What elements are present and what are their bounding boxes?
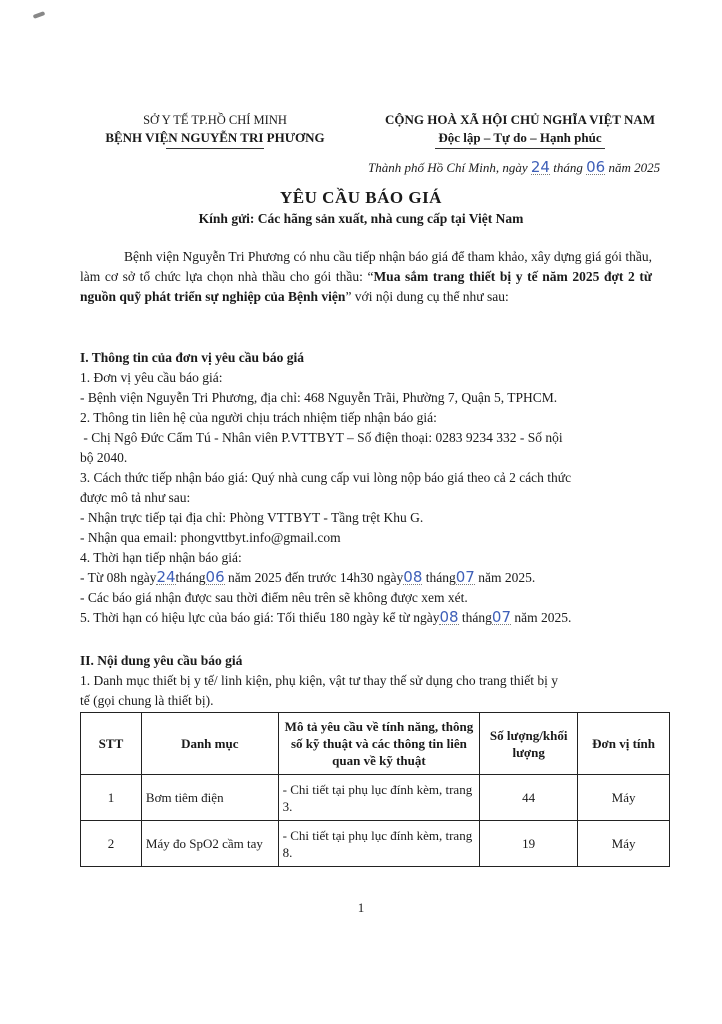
s1-line-1: 1. Đơn vị yêu cầu báo giá: — [80, 370, 223, 385]
table-row — [81, 775, 670, 821]
section-1 — [80, 348, 660, 628]
s1-l11-a: - Từ 08h ngày — [80, 570, 157, 585]
page-number: 1 — [357, 900, 365, 915]
recv-to-month-handwritten: 07 — [455, 568, 475, 586]
s1-line-13 — [80, 608, 660, 628]
intro-text-1: Bệnh viện Nguyễn Tri Phương có nhu cầu tiếp nhận báo giá để tham khảo, xây dựng giá gói thầu, làm cơ sở tổ chức lựa chọn nhà thầu cho gói thầu: “ — [80, 249, 652, 284]
col-header-unit: Đơn vị tính — [578, 713, 670, 775]
row-unit: Máy — [578, 821, 670, 867]
issuer-hospital: BỆNH VIỆN NGUYỄN TRI PHƯƠNG — [105, 130, 325, 145]
date-month-handwritten: 06 — [586, 158, 606, 176]
s1-l13-a: 5. Thời hạn có hiệu lực của báo giá: Tối thiểu 180 ngày kể từ ngày — [80, 610, 440, 625]
col-header-desc: Mô tả yêu cầu về tính năng, thông số kỹ thuật và các thông tin liên quan về kỹ thuật — [278, 713, 480, 775]
row-stt: 1 — [81, 775, 142, 821]
s1-line-7: được mô tả như sau: — [80, 490, 191, 505]
col-header-stt: STT — [81, 713, 142, 775]
row-qty: 44 — [480, 775, 578, 821]
valid-day-handwritten: 08 — [439, 608, 459, 626]
s1-line-2: - Bệnh viện Nguyễn Tri Phương, địa chỉ: 468 Nguyễn Trãi, Phường 7, Quận 5, TPHCM. — [80, 390, 558, 405]
dateline-prefix: Thành phố Hồ Chí Minh, ngày — [368, 160, 528, 175]
s1-line-9: - Nhận qua email: phongvttbyt.info@gmail.com — [80, 530, 341, 545]
document-addressee: Kính gửi: Các hãng sản xuất, nhà cung cấp tại Việt Nam — [198, 211, 524, 226]
date-day-handwritten: 24 — [530, 158, 550, 176]
issuer-header — [80, 111, 350, 149]
col-header-item: Danh mục — [141, 713, 278, 775]
intro-text-2: ” với nội dung cụ thể như sau: — [345, 289, 509, 304]
s2-line-2: tế (gọi chung là thiết bị). — [80, 693, 214, 708]
section-2-heading: II. Nội dung yêu cầu báo giá — [80, 653, 243, 668]
s1-l11-c: năm 2025 đến trước 14h30 ngày — [228, 570, 404, 585]
s1-line-5: bộ 2040. — [80, 450, 128, 465]
s1-line-12: - Các báo giá nhận được sau thời điểm nêu trên sẽ không được xem xét. — [80, 590, 468, 605]
col-header-qty: Số lượng/khối lượng — [480, 713, 578, 775]
row-stt: 2 — [81, 821, 142, 867]
intro-paragraph — [80, 247, 652, 307]
section-2 — [80, 651, 660, 711]
row-unit: Máy — [578, 775, 670, 821]
scan-mark — [33, 11, 46, 19]
dateline-month-word: tháng — [553, 160, 583, 175]
row-desc: - Chi tiết tại phụ lục đính kèm, trang 8. — [278, 821, 480, 867]
motto-underline — [435, 148, 605, 149]
table-row — [81, 821, 670, 867]
row-qty: 19 — [480, 821, 578, 867]
s1-l13-b: tháng — [461, 610, 492, 625]
national-header — [360, 111, 680, 149]
package-name: Mua sắm trang thiết bị y tế năm 2025 đợt 2 từ nguồn quỹ phát triển sự nghiệp của Bệnh viện — [80, 269, 652, 304]
s1-line-6: 3. Cách thức tiếp nhận báo giá: Quý nhà cung cấp vui lòng nộp báo giá theo cả 2 cách thức — [80, 470, 572, 485]
recv-from-day-handwritten: 24 — [156, 568, 176, 586]
country-name: CỘNG HOÀ XÃ HỘI CHỦ NGHĨA VIỆT NAM — [384, 112, 656, 127]
row-desc: - Chi tiết tại phụ lục đính kèm, trang 3. — [278, 775, 480, 821]
issuer-org: SỞ Y TẾ TP.HỒ CHÍ MINH — [143, 113, 287, 127]
s1-l13-c: năm 2025. — [514, 610, 572, 625]
row-item: Bơm tiêm điện — [141, 775, 278, 821]
table-header-row — [81, 713, 670, 775]
recv-from-month-handwritten: 06 — [205, 568, 225, 586]
s2-line-1: 1. Danh mục thiết bị y tế/ linh kiện, phụ kiện, vật tư thay thế sử dụng cho trang thiết bị y — [80, 673, 559, 688]
s1-line-4: - Chị Ngô Đức Cẩm Tú - Nhân viên P.VTTBYT – Số điện thoại: 0283 9234 332 - Số nội — [80, 430, 563, 445]
recv-to-day-handwritten: 08 — [403, 568, 423, 586]
s1-l11-e: năm 2025. — [478, 570, 536, 585]
national-motto: Độc lập – Tự do – Hạnh phúc — [438, 130, 602, 145]
dateline-year: năm 2025 — [608, 160, 661, 175]
s1-l11-d: tháng — [425, 570, 456, 585]
equipment-table — [80, 712, 670, 867]
section-1-heading: I. Thông tin của đơn vị yêu cầu báo giá — [80, 350, 305, 365]
document-title: YÊU CẦU BÁO GIÁ — [280, 188, 442, 207]
valid-month-handwritten: 07 — [491, 608, 511, 626]
s1-line-3: 2. Thông tin liên hệ của người chịu trách nhiệm tiếp nhận báo giá: — [80, 410, 437, 425]
s1-line-10: 4. Thời hạn tiếp nhận báo giá: — [80, 550, 242, 565]
dateline — [368, 160, 660, 176]
header-underline — [166, 148, 264, 149]
s1-line-11 — [80, 568, 660, 588]
row-item: Máy đo SpO2 cầm tay — [141, 821, 278, 867]
s1-line-8: - Nhận trực tiếp tại địa chỉ: Phòng VTTBYT - Tầng trệt Khu G. — [80, 510, 424, 525]
s1-l11-b: tháng — [175, 570, 206, 585]
